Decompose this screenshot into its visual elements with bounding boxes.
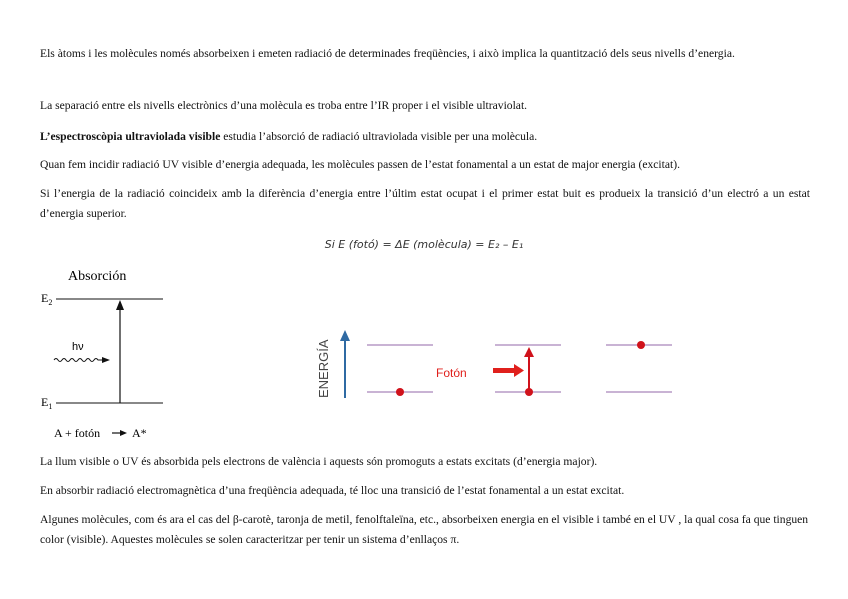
state2-electron: [525, 388, 533, 396]
absorption-diagram: [30, 262, 180, 447]
paragraph-transition-excited: En absorbir radiació electromagnètica d’una freqüència adequada, té lloc una transició de l’estat fonamental a un estat excitat.: [40, 484, 625, 497]
paragraph-uv-spectroscopy: [40, 127, 810, 147]
paragraph-quantization: Els àtoms i les molècules només absorbeixen i emeten radiació de determinades freqüències, i això implica la quantització dels seus nivells d’energia.: [40, 47, 735, 60]
energy-equation: Si E (fotó) = ΔE (molècula) = E₂ – E₁: [324, 238, 524, 251]
uv-spectroscopy-term: L’espectroscòpia ultraviolada visible: [40, 130, 221, 143]
photon-hv-label: hν: [72, 341, 84, 353]
reaction-arrowhead: [120, 430, 127, 436]
paragraph-transition: Si l’energia de la radiació coincideix amb la diferència d’energia entre l’últim estat ocupat i el primer estat buit es produeix la transició d’un electró a un estat d’energia superior.: [40, 187, 810, 220]
incoming-photon-arrowhead: [514, 364, 524, 377]
reaction-lhs: A + fotón: [54, 426, 101, 440]
paragraph-valence-electrons: La llum visible o UV és absorbida pels electrons de valència i aquests són promoguts a estats excitats (d’energia major).: [40, 455, 598, 468]
energy-axis-label: ENERGÍA: [316, 339, 331, 398]
paragraph-level-separation: La separació entre els nivells electrònics d’una molècula es troba entre l’IR proper i el visible ultraviolat.: [40, 99, 528, 112]
energy-axis-arrowhead: [340, 330, 350, 341]
photon-wave-icon: [54, 359, 102, 362]
e1-label: $E_1$: [41, 395, 53, 411]
e2-label: $E_2$: [41, 291, 53, 307]
incoming-photon-arrow: [493, 368, 515, 373]
uv-spectroscopy-definition: estudia l’absorció de radiació ultraviolada visible per una molècula.: [220, 130, 538, 143]
energy-levels-diagram: [305, 325, 685, 410]
paragraph-colored-molecules: Algunes molècules, com és ara el cas del β-carotè, taronja de metil, fenolftaleïna, etc., absorbeixen energia en el visible i també en el UV , la qual cosa fa que tinguen color (visible). Aquestes molècules se solen caracteritzar per tenir un sistema d’enllaços π.: [40, 513, 809, 546]
absorption-title: Absorción: [68, 269, 127, 284]
state1-electron: [396, 388, 404, 396]
photon-arrowhead: [102, 357, 110, 363]
paragraph-excitation: Quan fem incidir radiació UV visible d’energia adequada, les molècules passen de l’estat fonamental a un estat de major energia (excitat).: [40, 158, 680, 171]
transition-arrowhead: [116, 300, 124, 310]
photon-label: Fotón: [436, 366, 467, 380]
reaction-rhs: A*: [132, 426, 147, 440]
excitation-arrowhead: [524, 347, 534, 357]
state3-electron: [637, 341, 645, 349]
